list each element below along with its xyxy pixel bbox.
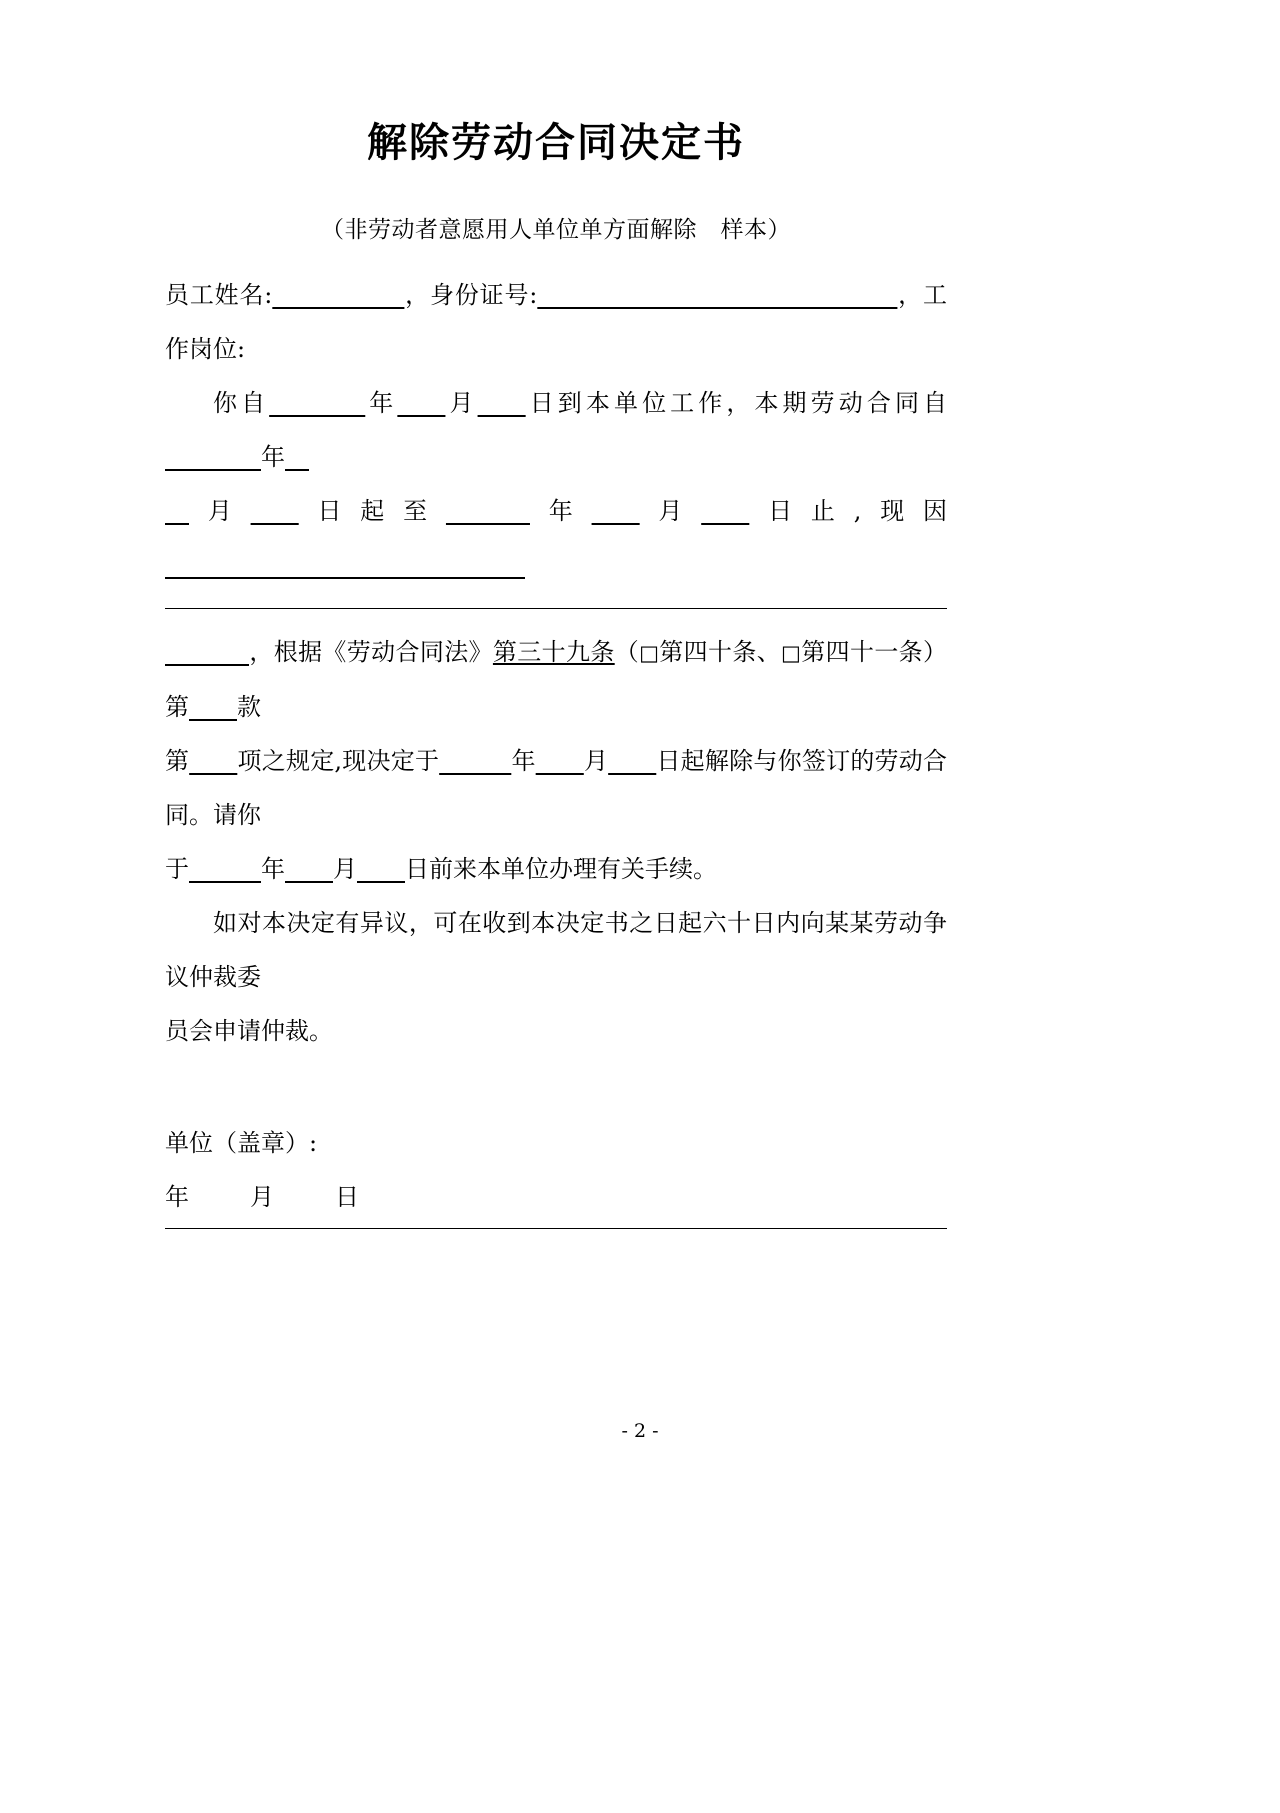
text-article-39: 第三十九条 — [492, 638, 615, 667]
blank-contract-end-year[interactable]: _______ — [445, 497, 530, 526]
separator-comma-2: ， — [897, 281, 923, 310]
paragraph-arbitration-line-1: 如对本决定有异议，可在收到本决定书之日起六十日内向某某劳动争议仲裁委 — [165, 909, 947, 992]
page-title: 解除劳动合同决定书 — [367, 119, 745, 166]
checkbox-article-40-icon[interactable]: □ — [639, 641, 660, 666]
blank-id-number[interactable]: ______________________________ — [537, 281, 898, 310]
text-reason-prefix: 日止,现因 — [749, 497, 948, 526]
blank-contract-start-day[interactable]: ____ — [250, 497, 299, 526]
blank-start-day[interactable]: ____ — [477, 389, 526, 418]
label-job-post: 工作岗位: — [165, 281, 947, 364]
unit-month-3: 月 — [639, 497, 702, 526]
field-line-contract-period — [165, 484, 947, 592]
blank-item-number[interactable]: ____ — [189, 747, 238, 776]
blank-employee-name[interactable]: ___________ — [272, 281, 405, 310]
unit-item-prefix: 第 — [165, 747, 190, 776]
blank-reason-part3[interactable]: _______ — [165, 638, 249, 667]
blank-termination-year[interactable]: ______ — [439, 747, 512, 776]
unit-clause: 款 — [237, 693, 261, 722]
text-terminate-contract: 日起解除与你签订的劳动合同。请你 — [165, 747, 948, 830]
blank-procedure-month[interactable]: ____ — [285, 855, 333, 884]
field-line-legal-basis — [165, 625, 947, 734]
text-on-prefix: 于 — [165, 855, 189, 884]
blank-contract-end-day[interactable]: ____ — [701, 497, 750, 526]
signature-divider — [165, 1228, 947, 1229]
blank-reason-line-2[interactable] — [165, 608, 947, 609]
blank-start-month[interactable]: ____ — [397, 389, 446, 418]
footer-page-number: - 2 - — [621, 1420, 659, 1442]
unit-year-2: 年 — [261, 443, 285, 472]
field-line-employment-start — [165, 376, 947, 484]
unit-year-4: 年 — [511, 747, 536, 776]
unit-month-2: 月 — [189, 497, 251, 526]
text-joined-unit: 日到本单位工作，本期劳动合同自 — [525, 389, 948, 418]
text-you-since: 你自 — [213, 389, 270, 418]
blank-procedure-year[interactable]: ______ — [189, 855, 261, 884]
text-per-regulation: 项之规定,现决定于 — [237, 747, 440, 776]
unit-year-3: 年 — [529, 497, 592, 526]
label-signature-date: 年 月 日 — [165, 1183, 360, 1212]
paragraph-arbitration-line-2: 员会申请仲裁。 — [165, 1017, 333, 1046]
document-subtitle: （非劳动者意愿用人单位单方面解除 样本） — [321, 217, 791, 243]
blank-contract-start-year[interactable]: ________ — [165, 443, 261, 472]
unit-month-1: 月 — [445, 389, 478, 418]
text-according-to-law: ，根据《劳动合同法》 — [249, 638, 493, 667]
field-line-decision-date — [165, 734, 947, 842]
blank-termination-day[interactable]: ____ — [608, 747, 657, 776]
document-content — [165, 0, 947, 1229]
blank-contract-start-month-cont[interactable]: __ — [165, 497, 189, 526]
separator-comma-1: ， — [404, 281, 430, 310]
unit-month-5: 月 — [333, 855, 357, 884]
label-unit-seal: 单位（盖章）: — [165, 1129, 318, 1158]
label-employee-name: 员工姓名: — [165, 281, 273, 310]
blank-contract-start-month-part[interactable]: __ — [285, 443, 309, 472]
blank-procedure-day[interactable]: ____ — [357, 855, 405, 884]
document-body — [165, 268, 947, 1058]
blank-start-year[interactable]: ________ — [269, 389, 366, 418]
text-article-40: 第四十条、 — [659, 638, 782, 667]
blank-termination-month[interactable]: ____ — [535, 747, 584, 776]
blank-contract-end-month[interactable]: ____ — [591, 497, 640, 526]
signature-block — [165, 1116, 947, 1229]
label-id-number: 身份证号: — [430, 281, 538, 310]
blank-clause-number[interactable]: ____ — [189, 693, 237, 722]
text-until: 日起至 — [298, 497, 446, 526]
paren-open: （ — [614, 638, 640, 667]
checkbox-article-41-icon[interactable]: □ — [781, 641, 802, 666]
unit-year-1: 年 — [365, 389, 398, 418]
unit-month-4: 月 — [583, 747, 609, 776]
blank-reason-part1[interactable]: ______________________________ — [165, 551, 525, 580]
field-line-employee-identity — [165, 268, 947, 376]
field-line-procedure-deadline — [165, 842, 947, 896]
text-complete-procedures: 日前来本单位办理有关手续。 — [405, 855, 717, 884]
text-article-41: 第四十一条）第 — [165, 638, 948, 722]
unit-year-5: 年 — [261, 855, 285, 884]
